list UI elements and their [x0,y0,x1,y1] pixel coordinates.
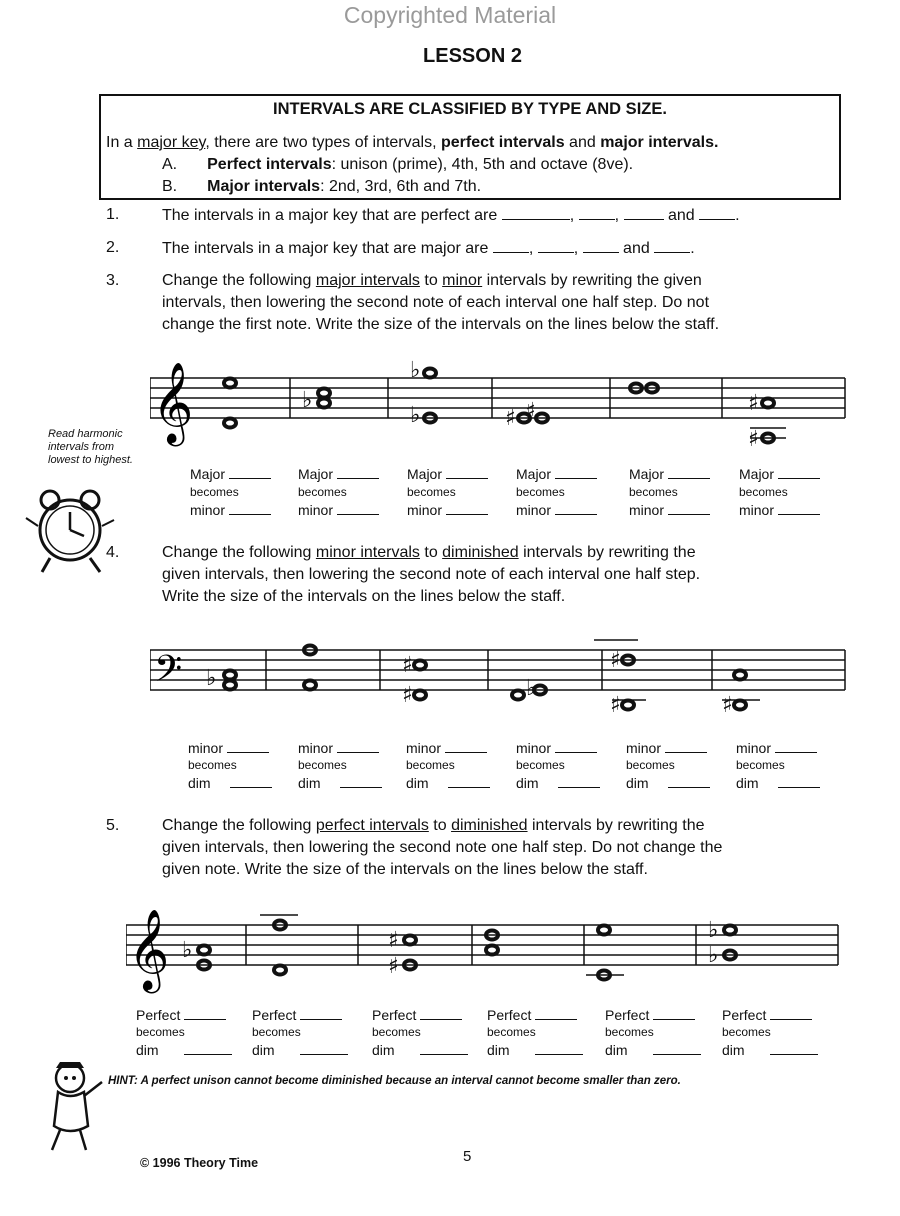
question-1-number: 1. [106,206,120,223]
answer-blank[interactable] [583,239,619,253]
page-number: 5 [463,1148,472,1165]
sharp-icon: ♯ [722,693,733,718]
flat-icon: ♭ [410,358,421,383]
info-box-heading: INTERVALS ARE CLASSIFIED BY TYPE AND SIZE. [273,100,667,118]
info-box-item-a: A. Perfect intervals: unison (prime), 4th, 5th and octave (8ve). [162,156,634,173]
flat-icon: ♭ [708,918,719,943]
caption-harmonic: Read harmonic intervals from lowest to highest. [48,428,133,466]
alarm-clock-icon [20,478,120,578]
copyright: © 1996 Theory Time [140,1156,259,1170]
treble-clef-icon: 𝄞 [128,908,170,990]
question-3-number: 3. [106,272,120,289]
sharp-icon: ♯ [402,683,413,708]
question-2: The intervals in a major key that are major are , , and . [162,240,695,257]
question-5-line-3: given note. Write the size of the intervals on the lines below the staff. [162,861,648,878]
question-4-line-3: Write the size of the intervals on the lines below the staff. [162,588,566,605]
answer-blank[interactable] [699,206,735,220]
cartoon-character-icon [36,1056,106,1156]
sharp-icon: ♯ [388,928,399,953]
question-2-number: 2. [106,239,120,256]
staff-bass-1 [150,630,850,730]
info-box-intro: In a major key, there are two types of intervals, perfect intervals and major intervals. [106,134,719,151]
bass-clef-icon: 𝄢 [154,648,183,699]
sharp-icon: ♯ [748,391,759,416]
sharp-icon: ♯ [388,954,399,979]
sharp-icon: ♯ [610,648,621,673]
flat-icon: ♭ [206,666,217,691]
sharp-icon: ♯ [610,693,621,718]
watermark: Copyrighted Material [343,2,557,28]
treble-clef-icon: 𝄞 [152,361,194,443]
answer-blank[interactable] [654,239,690,253]
sharp-icon: ♯ [505,406,516,431]
flat-icon: ♭ [526,676,537,701]
answer-blank[interactable] [538,239,574,253]
sharp-icon: ♯ [525,399,536,424]
answer-blank[interactable] [579,206,615,220]
staff-treble-2 [126,895,846,995]
question-4-number: 4. [106,544,120,561]
question-5-number: 5. [106,817,120,834]
question-3-line-1: Change the following major intervals to minor intervals by rewriting the given [162,272,702,289]
question-1: The intervals in a major key that are perfect are , , and . [162,207,740,224]
question-3-line-3: change the first note. Write the size of the intervals on the lines below the staff. [162,316,720,333]
answer-blank[interactable] [493,239,529,253]
hint-text: HINT: A perfect unison cannot become diminished because an interval cannot become smaller than zero. [108,1075,681,1087]
flat-icon: ♭ [708,943,719,968]
sharp-icon: ♯ [402,653,413,678]
answer-blank[interactable] [502,206,570,220]
question-5-line-2: given intervals, then lowering the second note one half step. Do not change the [162,839,723,856]
staff-treble-1 [150,350,850,460]
question-3-line-2: intervals, then lowering the second note of each interval one half step. Do not [162,294,710,311]
question-4-line-2: given intervals, then lowering the second note of each interval one half step. [162,566,701,583]
answer-blank[interactable] [624,206,664,220]
lesson-title: LESSON 2 [423,45,522,67]
sharp-icon: ♯ [748,427,759,452]
flat-icon: ♭ [302,388,313,413]
info-box-item-b: B. Major intervals: 2nd, 3rd, 6th and 7th. [162,178,482,195]
flat-icon: ♭ [410,403,421,428]
flat-icon: ♭ [182,938,193,963]
question-5-line-1: Change the following perfect intervals to diminished intervals by rewriting the [162,817,705,834]
question-4-line-1: Change the following minor intervals to diminished intervals by rewriting the [162,544,696,561]
